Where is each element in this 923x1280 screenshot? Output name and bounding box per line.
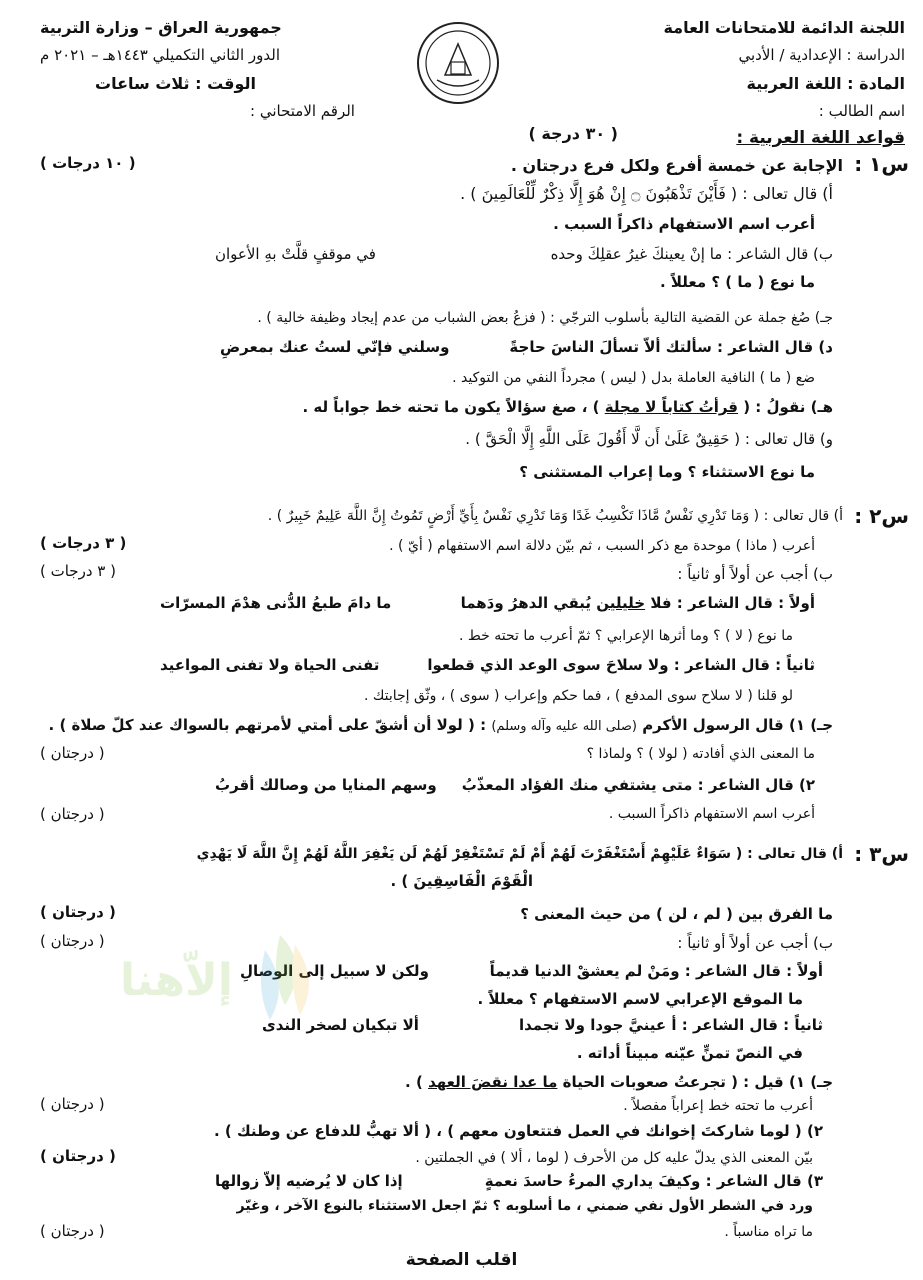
q1-b-verse-left: في موقفٍ قلَّتْ بهِ الأعوان [215,245,376,263]
q1-d-question: ضع ( ما ) النافية العاملة بدل ( ليس ) مجرداً النفي من التوكيد . [452,370,815,386]
q2-b2-question: لو قلنا ( لا سلاح سوى المدفع ) ، فما حكم وإعراب ( سوى ) ، وثّق إجابتك . [363,688,793,704]
exam-number-label: الرقم الامتحاني : [250,102,355,120]
q3-b2-verse-left: ألا تبكيان لصخر الندى [262,1016,419,1034]
q3-c2-text: ٢) ( لوما شاركتَ إخوانك في العمل فتتعاون معهم ) ، ( ألا تهبُّ للدفاع عن وطنك ) . [213,1122,823,1140]
q3-b2-verse-right: ثانياً : قال الشاعر : أ عينيَّ جودا ولا تجمدا [518,1016,823,1034]
committee-title: اللجنة الدائمة للامتحانات العامة [663,18,905,37]
q3-a-verse-cont: الْقَوْمَ الْفَاسِقِينَ ) . [390,872,533,890]
q2-label: س٢ : [854,504,909,528]
q3-c2-marks: ( درجتان ) [40,1147,116,1165]
subject-line: المادة : اللغة العربية [746,74,905,93]
student-name-label: اسم الطالب : [818,102,905,120]
section-title: قواعد اللغة العربية : [736,128,905,148]
q3-b-intro: ب) أجب عن أولاً أو ثانياً : [677,934,833,952]
q3-c1-question: أعرب ما تحته خط إعراباً مفصلاً . [623,1098,813,1114]
q1-c-question: جـ) صُغ جملة عن القضية التالية بأسلوب الترجّي : ( فزعُ بعض الشباب من عدم إيجاد وظيفة خالية ) . [257,310,833,326]
q2-a-question: أعرب ( ماذا ) موحدة مع ذكر السبب ، ثم بيّن دلالة اسم الاستفهام ( أيّ ) . [389,538,815,554]
q3-a-question: ما الفرق بين ( لم ، لن ) من حيث المعنى ؟ [520,905,833,923]
q3-b2-question: في النصّ تمنٍّ عيّنه مبيناً أداته . [576,1044,803,1062]
q3-c3-question-2: ما تراه مناسباً . [724,1224,813,1240]
q3-b1-question: ما الموقع الإعرابي لاسم الاستفهام ؟ معللاً . [477,990,803,1008]
q3-c1-underlined: ما عدا نقضَ العهد [428,1073,558,1091]
q1-a-question: أعرب اسم الاستفهام ذاكراً السبب . [553,215,815,233]
q3-c1-prefix: جـ) ١) قيل : ( تجرعتُ صعوبات الحياة [562,1073,833,1091]
q2-c2-verse-left: وسهم المنايا من وصالك أقربُ [215,776,437,794]
q3-b1-verse-right: أولاً : قال الشاعر : ومَنْ لم يعشقْ الدنيا قديماً [489,962,823,980]
q1-intro: الإجابة عن خمسة أفرع ولكل فرع درجتان . [510,156,843,175]
q1-e-underlined: قرأتُ كتاباً لا مجلة [604,398,738,416]
q3-c2-question: بيّن المعنى الذي يدلّ عليه كل من الأحرف ( لوما ، ألا ) في الجملتين . [415,1150,813,1166]
q3-a-marks: ( درجتان ) [40,903,116,921]
q1-d-verse-right: د) قال الشاعر : سألتك ألاّ تسألَ الناسَ حاجةً [509,338,833,356]
q2-c1-question: ما المعنى الذي أفادته ( لولا ) ؟ ولماذا ؟ [586,746,815,762]
q2-b1-verse-right [461,594,815,612]
q2-b-marks: ( ٣ درجات ) [40,562,116,580]
q1-f-question: ما نوع الاستثناء ؟ وما إعراب المستثنى ؟ [519,463,815,481]
q3-b-marks: ( درجتان ) [40,932,105,950]
q1-e-question [302,398,833,416]
q2-c1-hadith [49,716,833,734]
q2-b1-underlined: خليلين [596,594,646,612]
q1-marks: ( ١٠ درجات ) [40,154,136,172]
q1-e-suffix: ) ، صغ سؤالاً يكون ما تحته خط جواباً له . [302,398,600,416]
ministry-emblem-icon [415,20,501,106]
q2-c1-marks: ( درجتان ) [40,744,105,762]
q2-b2-verse-right: ثانياً : قال الشاعر : ولا سلاحَ سوى الوعد الذي قطعوا [427,656,815,674]
q2-c2-verse-right: ٢) قال الشاعر : متى يشتفي منك الفؤاد المعذّبُ [461,776,815,794]
q2-a-verse: أ) قال تعالى : ( وَمَا تَدْرِي نَفْسٌ مَّاذَا تَكْسِبُ غَدًا وَمَا تَدْرِي نَفْسٌ بِأَيِّ أَرْضٍ تَمُوتُ إِنَّ اللَّهَ عَلِيمٌ خَبِيرٌ ) . [267,508,843,524]
exam-round: الدور الثاني التكميلي ١٤٤٣هـ – ٢٠٢١ م [40,46,281,64]
q1-b-question: ما نوع ( ما ) ؟ معللاً . [659,273,815,291]
study-branch: الدراسة : الإعدادية / الأدبي [738,46,905,64]
q2-b-intro: ب) أجب عن أولاً أو ثانياً : [677,565,833,583]
turn-page-note: اقلب الصفحة [405,1250,518,1270]
q2-c1-salawat: (صلى الله عليه وآله وسلم) [491,719,637,734]
q1-a-verse: أ) قال تعالى : ( فَأَيْنَ تَذْهَبُونَ ۝ إِنْ هُوَ إِلَّا ذِكْرٌ لِّلْعَالَمِينَ ) . [460,184,833,203]
q2-b1-question: ما نوع ( لا ) ؟ وما أثرها الإعرابي ؟ ثمّ أعرب ما تحته خط . [458,628,793,644]
q3-c3-verse-left: إذا كان لا يُرضيه إلاّ زوالها [215,1172,403,1190]
watermark-logo [120,925,320,1035]
q3-c1-marks: ( درجتان ) [40,1095,105,1113]
q2-c2-question: أعرب اسم الاستفهام ذاكراً السبب . [608,806,815,822]
section-marks: ( ٣٠ درجة ) [528,124,618,143]
q1-b-verse-right: ب) قال الشاعر : ما إنْ يعينكَ غيرُ عقلِكَ وحده [550,245,833,263]
q3-c1-text [405,1073,833,1091]
q1-d-verse-left: وسلني فإنّي لستُ عنك بمعرضِ [220,338,450,356]
q2-c1-prefix: جـ) ١) قال الرسول الأكرم [642,716,833,734]
q1-label: س١ : [854,152,909,176]
q3-c3-verse-right: ٣) قال الشاعر : وكيفَ يداري المرءُ حاسدَ نعمةٍ [484,1172,823,1190]
q3-label: س٣ : [854,842,909,866]
q2-c1-suffix: : ( لولا أن أشقّ على أمتي لأمرتهم بالسواك عند كلّ صلاة ) . [48,716,487,734]
q3-b1-verse-left: ولكن لا سبيل إلى الوصالِ [240,962,429,980]
q2-b1-prefix: أولاً : قال الشاعر : فلا [650,594,815,612]
q3-c3-question-1: ورد في الشطر الأول نفي ضمني ، ما أسلوبه ؟ ثمّ اجعل الاستثناء بالنوع الآخر ، وغيّر [236,1198,813,1214]
q2-c2-marks: ( درجتان ) [40,805,105,823]
q2-b2-verse-left: تفنى الحياة ولا تفنى المواعيد [160,656,380,674]
q2-b1-suffix: يُبقي الدهرُ ودَهما [460,594,592,612]
exam-duration: الوقت : ثلاث ساعات [95,74,257,93]
q2-b1-verse-left: ما دامَ طبعُ الدُّنى هدْمَ المسرّات [160,594,392,612]
q1-f-verse: و) قال تعالى : ( حَقِيقٌ عَلَىٰ أَن لَّا أَقُولَ عَلَى اللَّهِ إِلَّا الْحَقَّ ) . [465,430,833,448]
watermark-text: إلاّهنا [120,955,233,1006]
republic-line: جمهورية العراق – وزارة التربية [40,18,282,37]
q2-a-marks: ( ٣ درجات ) [40,534,127,552]
q3-a-verse: أ) قال تعالى : ( سَوَاءٌ عَلَيْهِمْ أَسْتَغْفَرْتَ لَهُمْ أَمْ لَمْ تَسْتَغْفِرْ لَهُمْ لَن يَغْفِرَ اللَّهُ لَهُمْ إِنَّ اللَّهَ لَا يَهْدِي [196,846,843,862]
q1-e-prefix: هـ) نقولُ : ( [743,398,833,416]
q3-c3-marks: ( درجتان ) [40,1222,105,1240]
q3-c1-suffix: ) . [405,1073,423,1091]
